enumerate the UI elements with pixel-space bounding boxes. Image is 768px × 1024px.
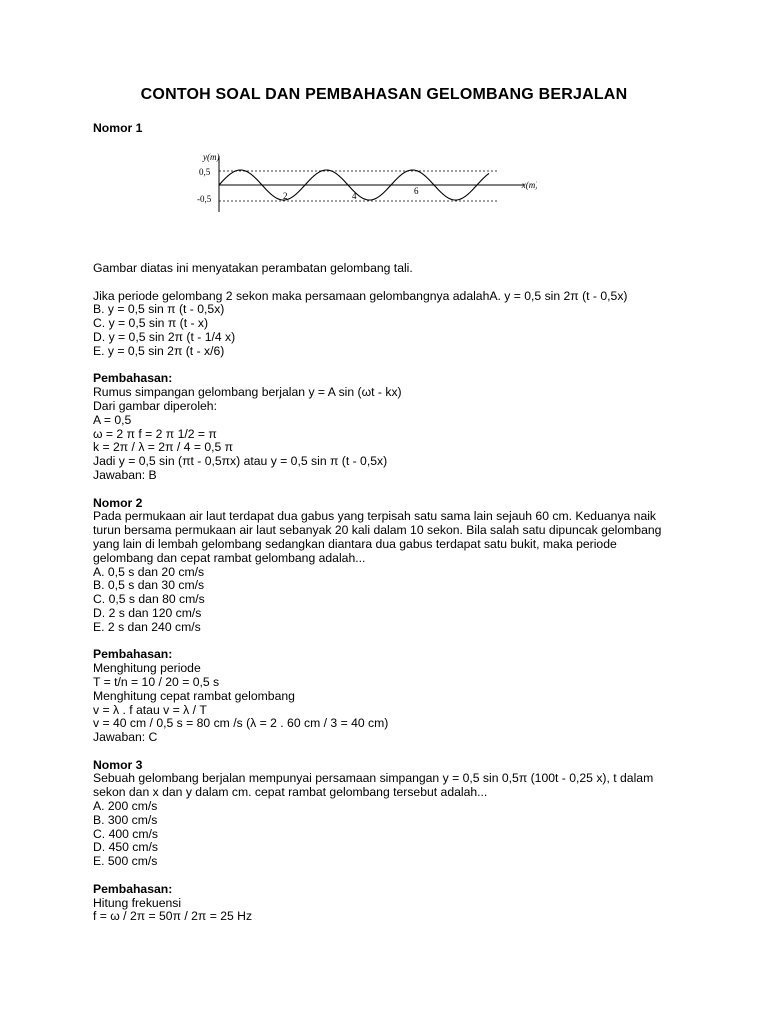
wave-diagram [197,148,537,218]
q1-option-d: D. y = 0,5 sin 2π (t - 1/4 x) [93,329,236,344]
q1-discussion-line: Rumus simpangan gelombang berjalan y = A sin (ωt - kx) [93,385,402,400]
y-positive-label: 0,5 [199,167,211,177]
x-mark-6: 6 [414,186,419,196]
q3-option-b: B. 300 cm/s [93,812,158,827]
q3-discussion-heading: Pembahasan: [93,881,173,896]
x-axis-label: x(m) [521,180,537,190]
q2-discussion-line: Menghitung periode [93,661,201,676]
q2-discussion-line: T = t/n = 10 / 20 = 0,5 s [93,674,220,689]
q2-heading: Nomor 2 [93,495,143,510]
q2-question: Pada permukaan air laut terdapat dua gabus yang terpisah satu sama lain sejauh 60 cm. Keduanya naik turun bersama permukaan air laut sebanyak 20 kali dalam 10 sekon. Bila salah satu dipuncak gelombang yang lain di lembah gelombang sedangkan diantara dua gabus terdapat satu bukit, maka periode gelombang dan cepat rambat gelombang adalah... [93,509,662,565]
q2-option-c: C. 0,5 s dan 80 cm/s [93,592,205,607]
q3-option-e: E. 500 cm/s [93,854,158,869]
wave-figure [197,148,537,223]
y-axis-label: y(m) [203,152,220,162]
q3-discussion-line: f = ω / 2π = 50π / 2π = 25 Hz [93,909,253,924]
x-mark-4: 4 [352,191,357,201]
q1-option-c: C. y = 0,5 sin π (t - x) [93,316,209,331]
q2-option-e: E. 2 s dan 240 cm/s [93,619,201,634]
q1-discussion-line: k = 2π / λ = 2π / 4 = 0,5 π [93,440,234,455]
q1-discussion-line: A = 0,5 [93,412,132,427]
q3-heading: Nomor 3 [93,757,143,772]
q1-question: Jika periode gelombang 2 sekon maka persamaan gelombangnya adalahA. y = 0,5 sin 2π (t - 0,5x) [93,288,628,303]
q1-block [93,262,693,924]
q2-discussion-heading: Pembahasan: [93,647,173,662]
q3-option-c: C. 400 cm/s [93,826,159,841]
q2-discussion-line: v = 40 cm / 0,5 s = 80 cm /s (λ = 2 . 60 cm / 3 = 40 cm) [93,716,389,731]
q3-option-d: D. 450 cm/s [93,840,159,855]
q1-discussion-line: ω = 2 π f = 2 π 1/2 = π [93,426,217,441]
y-negative-label: -0,5 [197,194,212,204]
q3-discussion-line: Hitung frekuensi [93,895,182,910]
q2-option-d: D. 2 s dan 120 cm/s [93,605,202,620]
q1-discussion-heading: Pembahasan: [93,371,173,386]
q2-option-a: A. 0,5 s dan 20 cm/s [93,564,205,579]
q1-heading: Nomor 1 [93,121,143,135]
q1-discussion-line: Dari gambar diperoleh: [93,398,217,413]
q3-question: Sebuah gelombang berjalan mempunyai persamaan simpangan y = 0,5 sin 0,5π (100t - 0,25 x), t dalam sekon dan x dan y dalam cm. cepat rambat gelombang tersebut adalah... [93,771,654,800]
q1-discussion-line: Jadi y = 0,5 sin (πt - 0,5πx) atau y = 0,5 sin π (t - 0,5x) [93,454,388,469]
q2-option-b: B. 0,5 s dan 30 cm/s [93,578,205,593]
q1-option-b: B. y = 0,5 sin π (t - 0,5x) [93,302,225,317]
q2-discussion-line: v = λ . f atau v = λ / T [93,702,207,717]
q1-option-e: E. y = 0,5 sin 2π (t - x/6) [93,343,225,358]
q3-option-a: A. 200 cm/s [93,799,158,814]
q1-intro: Gambar diatas ini menyatakan perambatan gelombang tali. [93,261,413,275]
q2-answer: Jawaban: C [93,730,158,745]
q1-answer: Jawaban: B [93,467,157,482]
document-title: CONTOH SOAL DAN PEMBAHASAN GELOMBANG BERJALAN [140,86,628,103]
x-mark-2: 2 [283,191,288,201]
q2-discussion-line: Menghitung cepat rambat gelombang [93,688,295,703]
